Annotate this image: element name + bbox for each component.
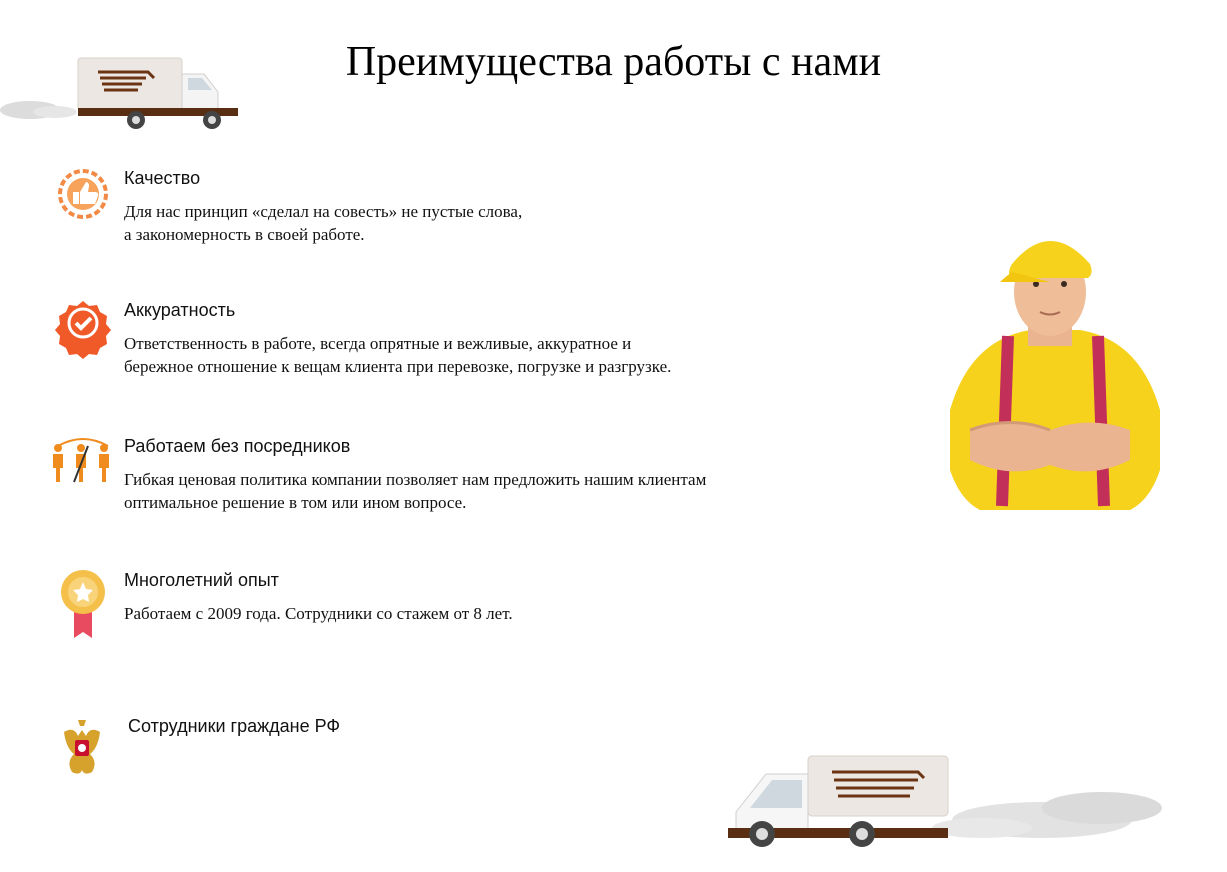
feature-accuracy: [48, 300, 768, 380]
check-badge-icon: [48, 300, 118, 372]
feature-description: [124, 200, 522, 246]
feature-description: [124, 602, 513, 625]
feature-citizens: [48, 716, 448, 776]
truck-illustration-bottom: [722, 750, 1167, 855]
feature-description-line: Работаем с 2009 года. Сотрудники со стажем от 8 лет.: [124, 604, 513, 623]
feature-title: Работаем без посредников: [124, 436, 351, 456]
page-title: Преимущества работы с нами: [345, 39, 882, 85]
truck-illustration-top: [0, 52, 240, 134]
feature-title: Сотрудники граждане РФ: [128, 716, 341, 736]
feature-experience: [48, 570, 608, 650]
feature-quality: [48, 168, 608, 248]
mover-worker-image: [930, 210, 1170, 510]
thumbs-up-icon: [48, 168, 118, 240]
feature-title: Аккуратность: [124, 300, 236, 320]
award-medal-icon: [48, 570, 118, 642]
feature-description-line: бережное отношение к вещам клиента при перевозке, погрузке и разгрузке.: [124, 357, 672, 376]
feature-description-line: Для нас принцип «сделал на совесть» не пустые слова,: [124, 202, 523, 221]
feature-description-line: оптимальное решение в том или ином вопросе.: [124, 493, 467, 512]
people-icon: [48, 436, 118, 508]
coat-of-arms-icon: [48, 716, 118, 788]
feature-description-line: а закономерность в своей работе.: [124, 225, 365, 244]
feature-no-middlemen: [48, 436, 788, 516]
feature-description-line: Ответственность в работе, всегда опрятные и вежливые, аккуратное и: [124, 334, 632, 353]
feature-title: Многолетний опыт: [124, 570, 279, 590]
feature-description-line: Гибкая ценовая политика компании позволяет нам предложить нашим клиентам: [124, 470, 707, 489]
feature-description: [124, 332, 671, 378]
feature-title: Качество: [124, 168, 201, 188]
feature-description: [124, 468, 706, 514]
